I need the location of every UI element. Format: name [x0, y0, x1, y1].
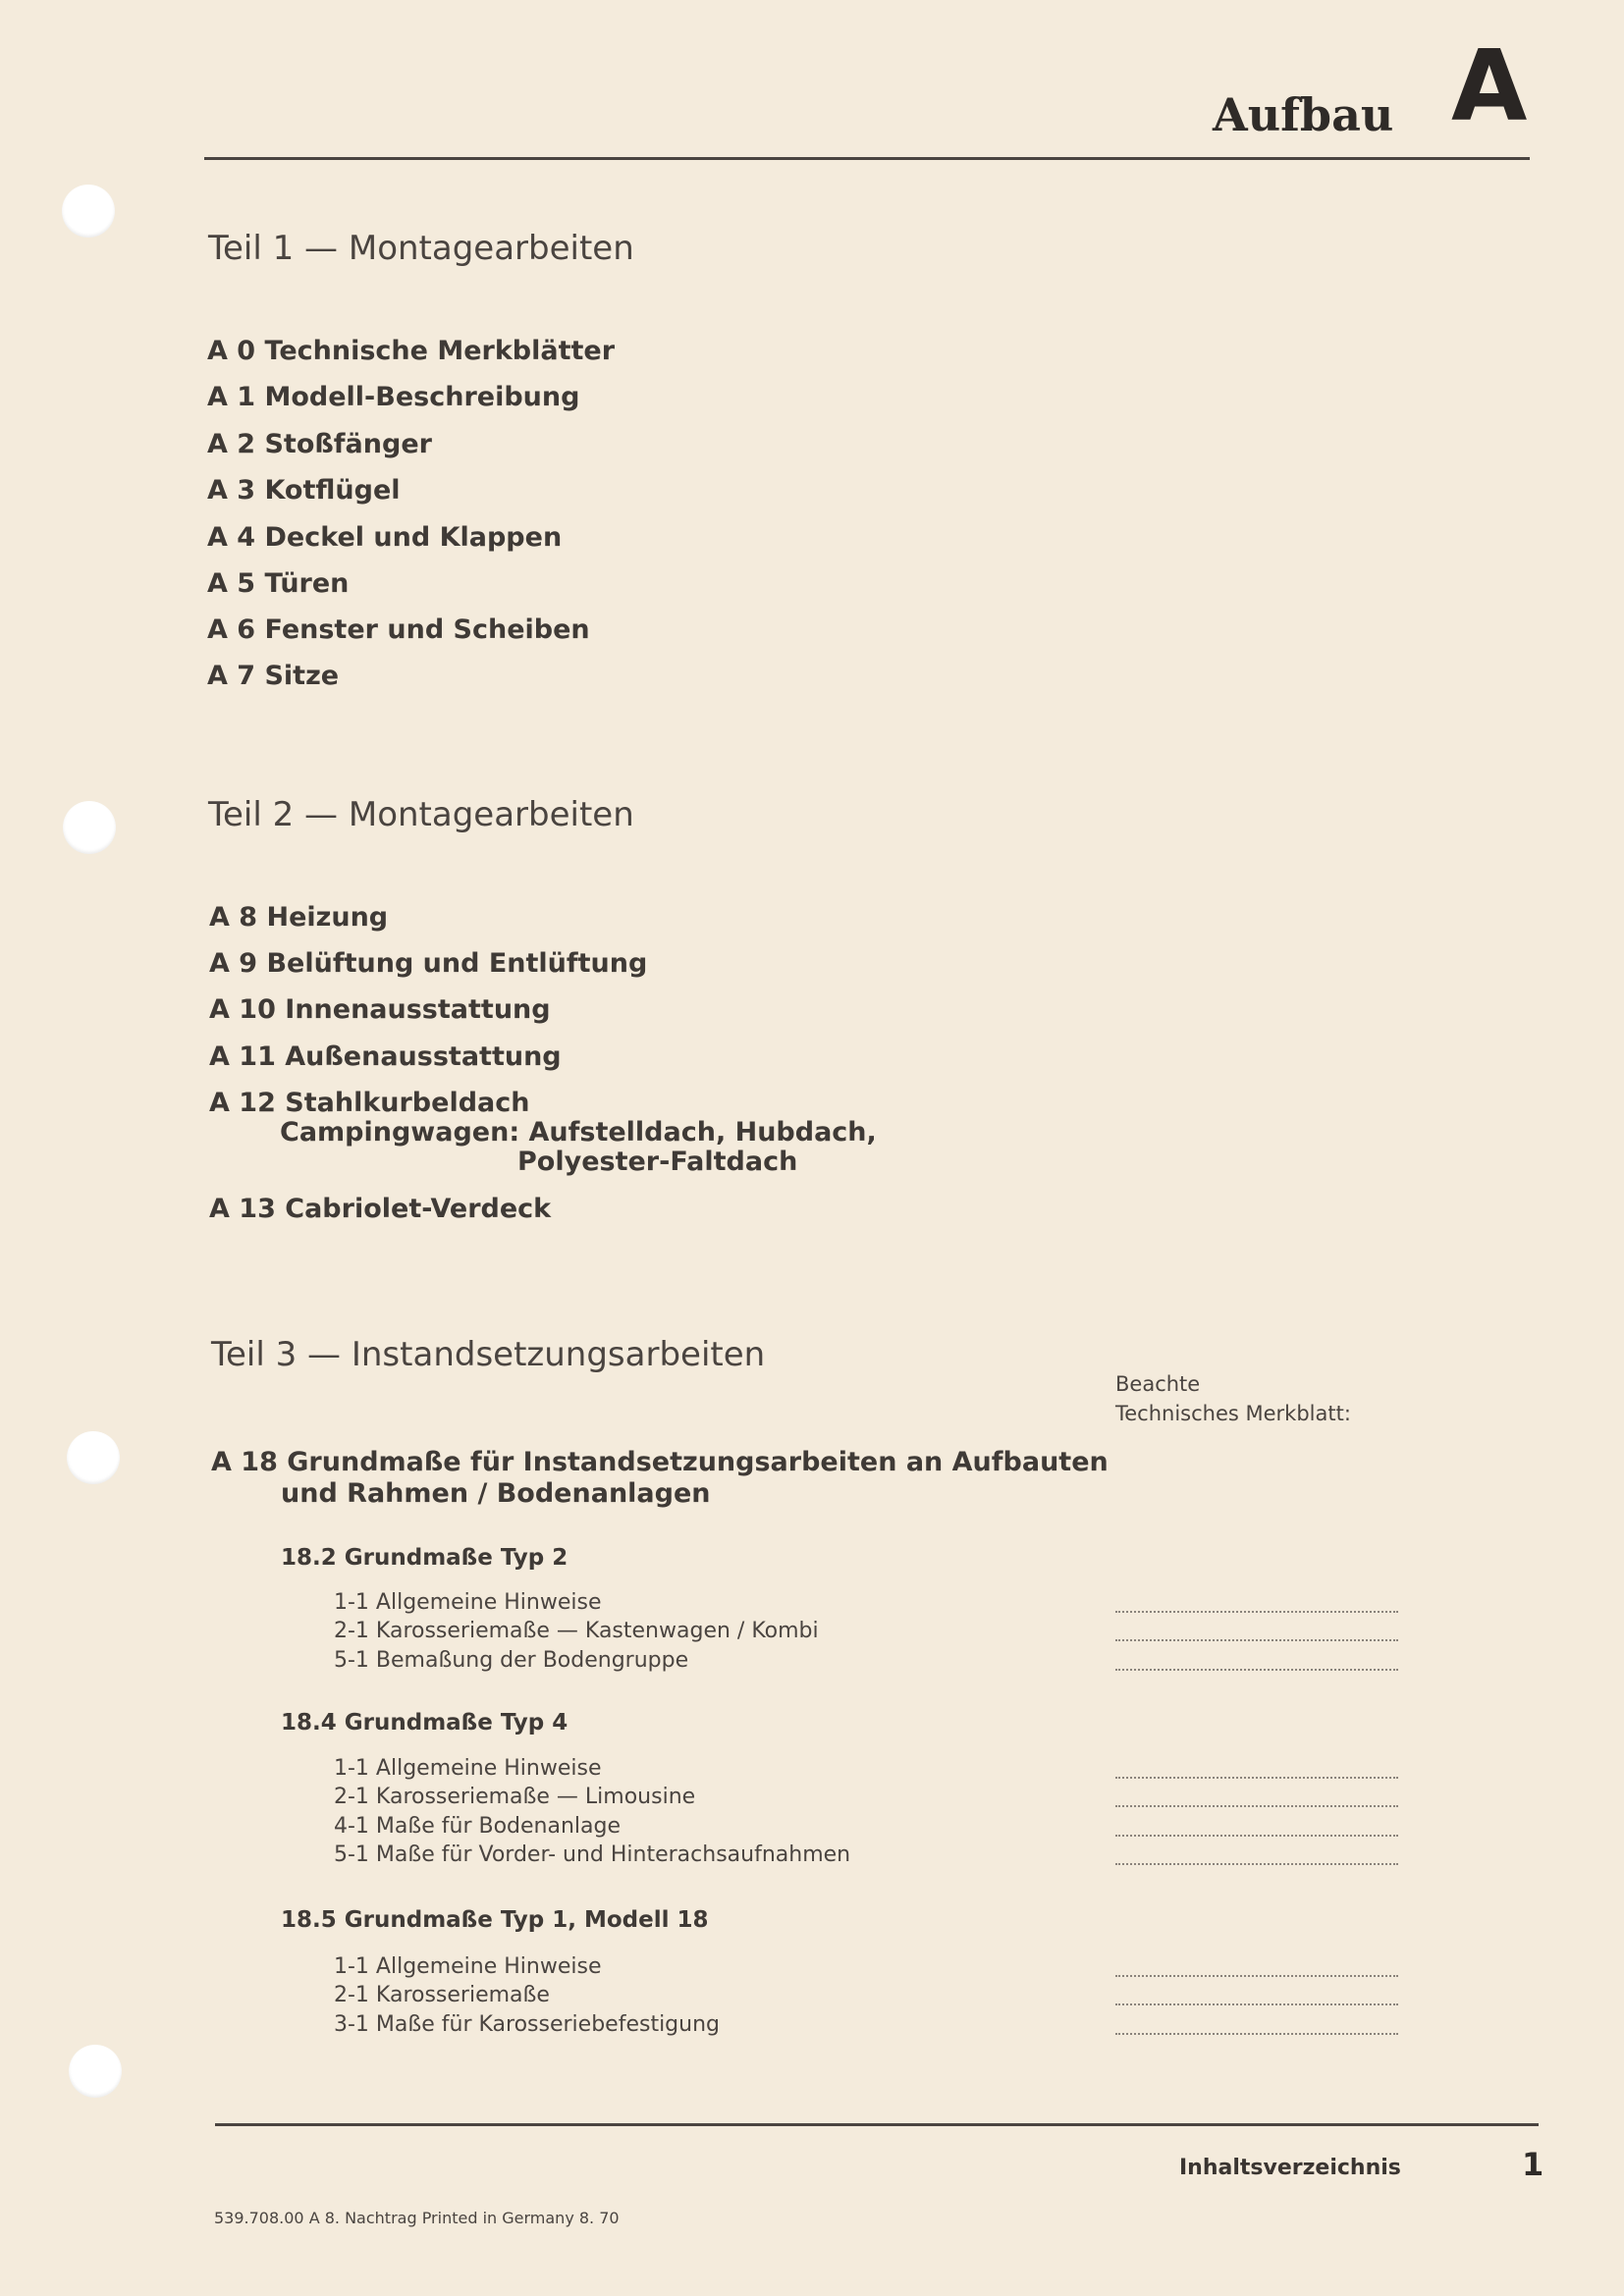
- subsection-title: 18.2 Grundmaße Typ 2: [281, 1545, 568, 1571]
- part-1-title: Teil 1 — Montagearbeiten: [208, 229, 634, 268]
- toc-item: A 11 Außenausstattung: [209, 1041, 562, 1072]
- subsection-entry: 1-1 Allgemeine Hinweise: [334, 1590, 602, 1615]
- fill-in-line: [1115, 1777, 1398, 1779]
- subsection-entry: 5-1 Maße für Vorder- und Hinterachsaufnahmen: [334, 1842, 851, 1867]
- subsection-entry: 2-1 Karosseriemaße — Limousine: [334, 1785, 696, 1809]
- toc-item: A 10 Innenausstattung: [209, 994, 551, 1025]
- toc-item: A 12 Stahlkurbeldach: [209, 1088, 530, 1118]
- toc-item: A 8 Heizung: [209, 902, 389, 933]
- subsection-entry: 2-1 Karosseriemaße: [334, 1983, 550, 2007]
- page-number: 1: [1522, 2146, 1544, 2183]
- punch-hole: [62, 185, 115, 238]
- part-3-title: Teil 3 — Instandsetzungsarbeiten: [211, 1335, 766, 1374]
- footer-rule: [215, 2123, 1539, 2126]
- toc-item: A 4 Deckel und Klappen: [207, 522, 563, 553]
- fill-in-line: [1115, 1863, 1398, 1865]
- toc-item: A 13 Cabriolet-Verdeck: [209, 1194, 552, 1224]
- subsection-entry: 1-1 Allgemeine Hinweise: [334, 1756, 602, 1781]
- fill-in-line: [1115, 2003, 1398, 2005]
- toc-item: A 9 Belüftung und Entlüftung: [209, 948, 648, 979]
- subsection-entry: 1-1 Allgemeine Hinweise: [334, 1954, 602, 1979]
- fill-in-line: [1115, 1639, 1398, 1641]
- toc-item-continuation: Campingwagen: Aufstelldach, Hubdach,: [280, 1117, 877, 1148]
- subsection-entry: 3-1 Maße für Karosseriebefestigung: [334, 2012, 720, 2037]
- header-letter: A: [1451, 28, 1528, 143]
- toc-item: A 6 Fenster und Scheiben: [207, 614, 590, 645]
- punch-hole: [67, 1431, 120, 1484]
- fill-in-line: [1115, 1835, 1398, 1837]
- note-label: Technisches Merkblatt:: [1115, 1402, 1351, 1425]
- punch-hole: [69, 2045, 122, 2098]
- toc-item-continuation: Polyester-Faltdach: [517, 1147, 798, 1177]
- print-info: 539.708.00 A 8. Nachtrag Printed in Germany 8. 70: [214, 2209, 620, 2227]
- punch-hole: [63, 801, 116, 854]
- toc-item: A 5 Türen: [207, 568, 350, 599]
- subsection-entry: 2-1 Karosseriemaße — Kastenwagen / Kombi: [334, 1619, 819, 1643]
- subsection-entry: 5-1 Bemaßung der Bodengruppe: [334, 1648, 689, 1673]
- toc-item-continuation: und Rahmen / Bodenanlagen: [281, 1478, 711, 1509]
- header-title: Aufbau: [1213, 88, 1394, 141]
- toc-item: A 7 Sitze: [207, 661, 340, 691]
- subsection-title: 18.5 Grundmaße Typ 1, Modell 18: [281, 1907, 709, 1933]
- toc-item: A 18 Grundmaße für Instandsetzungsarbeiten an Aufbauten: [211, 1447, 1109, 1477]
- toc-item: A 2 Stoßfänger: [207, 429, 432, 459]
- part-2-title: Teil 2 — Montagearbeiten: [208, 795, 634, 834]
- fill-in-line: [1115, 1975, 1398, 1977]
- fill-in-line: [1115, 2033, 1398, 2035]
- fill-in-line: [1115, 1611, 1398, 1613]
- fill-in-line: [1115, 1805, 1398, 1807]
- subsection-title: 18.4 Grundmaße Typ 4: [281, 1710, 568, 1735]
- header-rule: [204, 157, 1530, 160]
- fill-in-line: [1115, 1669, 1398, 1671]
- toc-item: A 1 Modell-Beschreibung: [207, 382, 580, 412]
- note-label: Beachte: [1115, 1372, 1201, 1396]
- subsection-entry: 4-1 Maße für Bodenanlage: [334, 1814, 622, 1839]
- toc-item: A 3 Kotflügel: [207, 475, 401, 506]
- footer-label: Inhaltsverzeichnis: [1179, 2156, 1401, 2180]
- toc-item: A 0 Technische Merkblätter: [207, 336, 616, 366]
